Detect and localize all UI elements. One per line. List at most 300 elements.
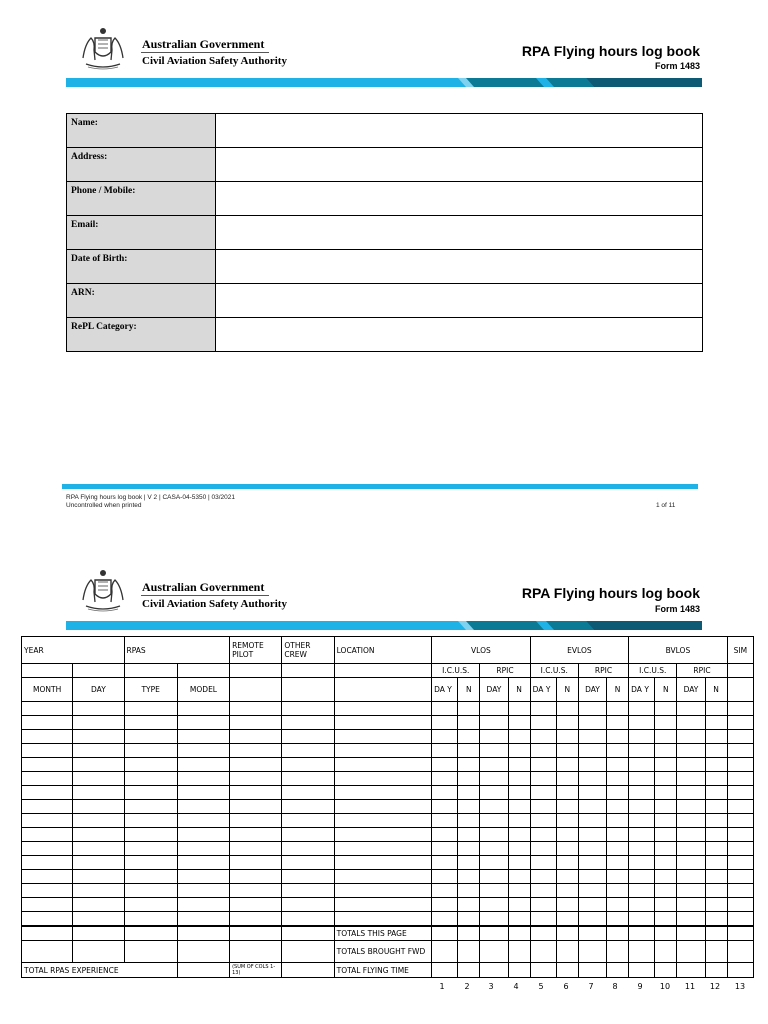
- log-entry-cell[interactable]: [480, 730, 508, 744]
- log-entry-cell[interactable]: [458, 730, 480, 744]
- log-entry-cell[interactable]: [677, 814, 705, 828]
- log-entry-cell[interactable]: [578, 828, 606, 842]
- log-entry-cell[interactable]: [282, 912, 334, 927]
- log-entry-cell[interactable]: [124, 758, 177, 772]
- log-entry-cell[interactable]: [607, 870, 629, 884]
- log-entry-cell[interactable]: [334, 856, 432, 870]
- log-entry-cell[interactable]: [480, 800, 508, 814]
- log-entry-cell[interactable]: [705, 828, 727, 842]
- log-entry-cell[interactable]: [556, 786, 578, 800]
- dob-field[interactable]: [216, 250, 703, 284]
- log-entry-cell[interactable]: [705, 870, 727, 884]
- log-entry-cell[interactable]: [607, 702, 629, 716]
- log-entry-cell[interactable]: [73, 702, 124, 716]
- log-entry-cell[interactable]: [705, 772, 727, 786]
- log-entry-cell[interactable]: [629, 898, 655, 912]
- log-entry-cell[interactable]: [334, 884, 432, 898]
- log-entry-cell[interactable]: [578, 884, 606, 898]
- log-entry-cell[interactable]: [124, 884, 177, 898]
- log-entry-cell[interactable]: [508, 702, 530, 716]
- log-entry-cell[interactable]: [124, 772, 177, 786]
- log-entry-cell[interactable]: [480, 828, 508, 842]
- log-entry-cell[interactable]: [230, 856, 282, 870]
- log-entry-cell[interactable]: [508, 898, 530, 912]
- log-entry-cell[interactable]: [530, 716, 556, 730]
- log-entry-cell[interactable]: [607, 744, 629, 758]
- log-entry-cell[interactable]: [727, 758, 753, 772]
- log-entry-cell[interactable]: [124, 730, 177, 744]
- log-entry-cell[interactable]: [705, 856, 727, 870]
- log-entry-cell[interactable]: [530, 730, 556, 744]
- log-entry-cell[interactable]: [578, 730, 606, 744]
- log-entry-cell[interactable]: [480, 898, 508, 912]
- log-entry-cell[interactable]: [655, 772, 677, 786]
- log-entry-cell[interactable]: [556, 702, 578, 716]
- log-entry-cell[interactable]: [607, 814, 629, 828]
- log-entry-cell[interactable]: [727, 744, 753, 758]
- log-entry-cell[interactable]: [480, 716, 508, 730]
- log-entry-cell[interactable]: [124, 856, 177, 870]
- log-entry-cell[interactable]: [727, 730, 753, 744]
- log-entry-cell[interactable]: [655, 870, 677, 884]
- log-entry-cell[interactable]: [22, 856, 73, 870]
- log-entry-cell[interactable]: [578, 772, 606, 786]
- log-entry-cell[interactable]: [677, 800, 705, 814]
- log-entry-cell[interactable]: [629, 758, 655, 772]
- log-entry-cell[interactable]: [432, 716, 458, 730]
- log-entry-cell[interactable]: [705, 814, 727, 828]
- log-entry-cell[interactable]: [655, 814, 677, 828]
- log-entry-cell[interactable]: [73, 912, 124, 927]
- log-entry-cell[interactable]: [230, 702, 282, 716]
- log-entry-cell[interactable]: [629, 786, 655, 800]
- log-entry-cell[interactable]: [432, 884, 458, 898]
- log-entry-cell[interactable]: [73, 744, 124, 758]
- log-entry-cell[interactable]: [22, 870, 73, 884]
- log-entry-cell[interactable]: [230, 814, 282, 828]
- log-entry-cell[interactable]: [705, 842, 727, 856]
- log-entry-cell[interactable]: [727, 842, 753, 856]
- log-entry-cell[interactable]: [177, 870, 229, 884]
- log-entry-cell[interactable]: [508, 884, 530, 898]
- log-entry-cell[interactable]: [556, 800, 578, 814]
- log-entry-cell[interactable]: [334, 898, 432, 912]
- log-entry-cell[interactable]: [73, 800, 124, 814]
- log-entry-cell[interactable]: [727, 884, 753, 898]
- log-entry-cell[interactable]: [230, 744, 282, 758]
- log-entry-cell[interactable]: [124, 898, 177, 912]
- log-entry-cell[interactable]: [458, 814, 480, 828]
- log-entry-cell[interactable]: [480, 758, 508, 772]
- log-entry-cell[interactable]: [334, 912, 432, 927]
- log-entry-cell[interactable]: [177, 758, 229, 772]
- log-entry-cell[interactable]: [432, 800, 458, 814]
- log-entry-cell[interactable]: [578, 856, 606, 870]
- log-entry-cell[interactable]: [22, 842, 73, 856]
- log-entry-cell[interactable]: [480, 912, 508, 927]
- log-entry-cell[interactable]: [282, 856, 334, 870]
- log-entry-cell[interactable]: [22, 772, 73, 786]
- log-entry-cell[interactable]: [578, 786, 606, 800]
- log-entry-cell[interactable]: [556, 870, 578, 884]
- log-entry-cell[interactable]: [230, 870, 282, 884]
- log-entry-cell[interactable]: [334, 716, 432, 730]
- log-entry-cell[interactable]: [334, 786, 432, 800]
- log-entry-cell[interactable]: [230, 828, 282, 842]
- log-entry-cell[interactable]: [177, 786, 229, 800]
- log-entry-cell[interactable]: [578, 814, 606, 828]
- log-entry-cell[interactable]: [334, 800, 432, 814]
- log-entry-cell[interactable]: [677, 716, 705, 730]
- log-entry-cell[interactable]: [530, 800, 556, 814]
- log-entry-cell[interactable]: [607, 758, 629, 772]
- log-entry-cell[interactable]: [432, 842, 458, 856]
- log-entry-cell[interactable]: [334, 870, 432, 884]
- log-entry-cell[interactable]: [73, 758, 124, 772]
- log-entry-cell[interactable]: [607, 856, 629, 870]
- log-entry-cell[interactable]: [480, 772, 508, 786]
- log-entry-cell[interactable]: [607, 786, 629, 800]
- log-entry-cell[interactable]: [556, 898, 578, 912]
- log-entry-cell[interactable]: [655, 730, 677, 744]
- log-entry-cell[interactable]: [530, 884, 556, 898]
- log-entry-cell[interactable]: [727, 772, 753, 786]
- log-entry-cell[interactable]: [458, 772, 480, 786]
- log-entry-cell[interactable]: [727, 716, 753, 730]
- log-entry-cell[interactable]: [677, 828, 705, 842]
- log-entry-cell[interactable]: [177, 814, 229, 828]
- log-entry-cell[interactable]: [677, 884, 705, 898]
- log-entry-cell[interactable]: [629, 800, 655, 814]
- log-entry-cell[interactable]: [282, 772, 334, 786]
- log-entry-cell[interactable]: [432, 730, 458, 744]
- log-entry-cell[interactable]: [530, 828, 556, 842]
- log-entry-cell[interactable]: [124, 744, 177, 758]
- address-field[interactable]: [216, 148, 703, 182]
- log-entry-cell[interactable]: [655, 856, 677, 870]
- log-entry-cell[interactable]: [432, 912, 458, 927]
- log-entry-cell[interactable]: [124, 814, 177, 828]
- log-entry-cell[interactable]: [230, 716, 282, 730]
- log-entry-cell[interactable]: [480, 842, 508, 856]
- log-entry-cell[interactable]: [124, 842, 177, 856]
- log-entry-cell[interactable]: [230, 800, 282, 814]
- log-entry-cell[interactable]: [629, 828, 655, 842]
- log-entry-cell[interactable]: [124, 786, 177, 800]
- log-entry-cell[interactable]: [629, 870, 655, 884]
- log-entry-cell[interactable]: [432, 786, 458, 800]
- log-entry-cell[interactable]: [230, 758, 282, 772]
- log-entry-cell[interactable]: [705, 730, 727, 744]
- log-entry-cell[interactable]: [282, 702, 334, 716]
- log-entry-cell[interactable]: [530, 786, 556, 800]
- log-entry-cell[interactable]: [282, 786, 334, 800]
- log-entry-cell[interactable]: [334, 758, 432, 772]
- log-entry-cell[interactable]: [458, 716, 480, 730]
- log-entry-cell[interactable]: [458, 898, 480, 912]
- log-entry-cell[interactable]: [556, 814, 578, 828]
- log-entry-cell[interactable]: [629, 856, 655, 870]
- log-entry-cell[interactable]: [124, 800, 177, 814]
- log-entry-cell[interactable]: [677, 730, 705, 744]
- log-entry-cell[interactable]: [530, 702, 556, 716]
- log-entry-cell[interactable]: [655, 842, 677, 856]
- log-entry-cell[interactable]: [629, 772, 655, 786]
- log-entry-cell[interactable]: [508, 786, 530, 800]
- log-entry-cell[interactable]: [480, 786, 508, 800]
- log-entry-cell[interactable]: [530, 856, 556, 870]
- arn-field[interactable]: [216, 284, 703, 318]
- log-entry-cell[interactable]: [578, 898, 606, 912]
- log-entry-cell[interactable]: [73, 884, 124, 898]
- log-entry-cell[interactable]: [177, 856, 229, 870]
- log-entry-cell[interactable]: [177, 772, 229, 786]
- log-entry-cell[interactable]: [556, 744, 578, 758]
- log-entry-cell[interactable]: [458, 912, 480, 927]
- log-entry-cell[interactable]: [607, 898, 629, 912]
- log-entry-cell[interactable]: [629, 716, 655, 730]
- log-entry-cell[interactable]: [677, 786, 705, 800]
- log-entry-cell[interactable]: [508, 758, 530, 772]
- log-entry-cell[interactable]: [508, 842, 530, 856]
- log-entry-cell[interactable]: [230, 884, 282, 898]
- log-entry-cell[interactable]: [22, 912, 73, 927]
- log-entry-cell[interactable]: [727, 828, 753, 842]
- log-entry-cell[interactable]: [73, 786, 124, 800]
- log-entry-cell[interactable]: [508, 814, 530, 828]
- log-entry-cell[interactable]: [73, 856, 124, 870]
- log-entry-cell[interactable]: [530, 744, 556, 758]
- total-rpas-experience-field[interactable]: [177, 963, 229, 978]
- log-entry-cell[interactable]: [578, 842, 606, 856]
- log-entry-cell[interactable]: [530, 912, 556, 927]
- log-entry-cell[interactable]: [607, 730, 629, 744]
- log-entry-cell[interactable]: [556, 716, 578, 730]
- phone-field[interactable]: [216, 182, 703, 216]
- log-entry-cell[interactable]: [655, 744, 677, 758]
- log-entry-cell[interactable]: [334, 828, 432, 842]
- log-entry-cell[interactable]: [282, 716, 334, 730]
- log-entry-cell[interactable]: [458, 800, 480, 814]
- log-entry-cell[interactable]: [480, 856, 508, 870]
- log-entry-cell[interactable]: [458, 856, 480, 870]
- log-entry-cell[interactable]: [578, 870, 606, 884]
- log-entry-cell[interactable]: [705, 702, 727, 716]
- log-entry-cell[interactable]: [508, 856, 530, 870]
- log-entry-cell[interactable]: [458, 828, 480, 842]
- log-entry-cell[interactable]: [124, 702, 177, 716]
- log-entry-cell[interactable]: [22, 730, 73, 744]
- log-entry-cell[interactable]: [282, 898, 334, 912]
- log-entry-cell[interactable]: [22, 800, 73, 814]
- log-entry-cell[interactable]: [177, 898, 229, 912]
- log-entry-cell[interactable]: [73, 716, 124, 730]
- log-entry-cell[interactable]: [282, 842, 334, 856]
- log-entry-cell[interactable]: [334, 814, 432, 828]
- log-entry-cell[interactable]: [334, 772, 432, 786]
- log-entry-cell[interactable]: [530, 772, 556, 786]
- log-entry-cell[interactable]: [334, 730, 432, 744]
- log-entry-cell[interactable]: [177, 884, 229, 898]
- log-entry-cell[interactable]: [432, 898, 458, 912]
- log-entry-cell[interactable]: [432, 856, 458, 870]
- log-entry-cell[interactable]: [230, 772, 282, 786]
- log-entry-cell[interactable]: [282, 870, 334, 884]
- log-entry-cell[interactable]: [727, 912, 753, 927]
- log-entry-cell[interactable]: [578, 912, 606, 927]
- log-entry-cell[interactable]: [727, 800, 753, 814]
- log-entry-cell[interactable]: [177, 912, 229, 927]
- log-entry-cell[interactable]: [629, 912, 655, 927]
- name-field[interactable]: [216, 114, 703, 148]
- log-entry-cell[interactable]: [73, 730, 124, 744]
- log-entry-cell[interactable]: [432, 744, 458, 758]
- log-entry-cell[interactable]: [677, 912, 705, 927]
- log-entry-cell[interactable]: [73, 828, 124, 842]
- log-entry-cell[interactable]: [607, 842, 629, 856]
- log-entry-cell[interactable]: [480, 814, 508, 828]
- log-entry-cell[interactable]: [508, 800, 530, 814]
- log-entry-cell[interactable]: [22, 702, 73, 716]
- log-entry-cell[interactable]: [727, 856, 753, 870]
- log-entry-cell[interactable]: [578, 758, 606, 772]
- log-entry-cell[interactable]: [124, 912, 177, 927]
- log-entry-cell[interactable]: [556, 912, 578, 927]
- log-entry-cell[interactable]: [508, 716, 530, 730]
- log-entry-cell[interactable]: [177, 702, 229, 716]
- log-entry-cell[interactable]: [705, 884, 727, 898]
- log-entry-cell[interactable]: [177, 828, 229, 842]
- log-entry-cell[interactable]: [578, 800, 606, 814]
- log-entry-cell[interactable]: [177, 800, 229, 814]
- log-entry-cell[interactable]: [607, 772, 629, 786]
- log-entry-cell[interactable]: [282, 758, 334, 772]
- log-entry-cell[interactable]: [530, 898, 556, 912]
- log-entry-cell[interactable]: [727, 898, 753, 912]
- log-entry-cell[interactable]: [655, 800, 677, 814]
- log-entry-cell[interactable]: [230, 898, 282, 912]
- log-entry-cell[interactable]: [677, 744, 705, 758]
- log-entry-cell[interactable]: [124, 716, 177, 730]
- log-entry-cell[interactable]: [556, 856, 578, 870]
- log-entry-cell[interactable]: [655, 898, 677, 912]
- log-entry-cell[interactable]: [578, 716, 606, 730]
- log-entry-cell[interactable]: [556, 884, 578, 898]
- log-entry-cell[interactable]: [432, 870, 458, 884]
- log-entry-cell[interactable]: [282, 800, 334, 814]
- log-entry-cell[interactable]: [556, 730, 578, 744]
- log-entry-cell[interactable]: [705, 744, 727, 758]
- log-entry-cell[interactable]: [677, 758, 705, 772]
- log-entry-cell[interactable]: [282, 744, 334, 758]
- log-entry-cell[interactable]: [177, 716, 229, 730]
- log-entry-cell[interactable]: [530, 842, 556, 856]
- log-entry-cell[interactable]: [655, 828, 677, 842]
- log-entry-cell[interactable]: [655, 716, 677, 730]
- log-entry-cell[interactable]: [530, 814, 556, 828]
- log-entry-cell[interactable]: [556, 758, 578, 772]
- log-entry-cell[interactable]: [508, 772, 530, 786]
- log-entry-cell[interactable]: [432, 702, 458, 716]
- log-entry-cell[interactable]: [177, 842, 229, 856]
- log-entry-cell[interactable]: [629, 884, 655, 898]
- log-entry-cell[interactable]: [22, 716, 73, 730]
- log-entry-cell[interactable]: [230, 842, 282, 856]
- log-entry-cell[interactable]: [677, 702, 705, 716]
- log-entry-cell[interactable]: [22, 898, 73, 912]
- log-entry-cell[interactable]: [230, 912, 282, 927]
- log-entry-cell[interactable]: [727, 870, 753, 884]
- log-entry-cell[interactable]: [607, 800, 629, 814]
- log-entry-cell[interactable]: [458, 786, 480, 800]
- log-entry-cell[interactable]: [705, 898, 727, 912]
- repl-category-field[interactable]: [216, 318, 703, 352]
- log-entry-cell[interactable]: [73, 772, 124, 786]
- log-entry-cell[interactable]: [607, 912, 629, 927]
- log-entry-cell[interactable]: [177, 730, 229, 744]
- log-entry-cell[interactable]: [22, 744, 73, 758]
- log-entry-cell[interactable]: [578, 744, 606, 758]
- log-entry-cell[interactable]: [230, 786, 282, 800]
- log-entry-cell[interactable]: [124, 828, 177, 842]
- log-entry-cell[interactable]: [705, 716, 727, 730]
- log-entry-cell[interactable]: [530, 870, 556, 884]
- log-entry-cell[interactable]: [458, 842, 480, 856]
- log-entry-cell[interactable]: [480, 744, 508, 758]
- log-entry-cell[interactable]: [458, 884, 480, 898]
- log-entry-cell[interactable]: [705, 758, 727, 772]
- log-entry-cell[interactable]: [73, 842, 124, 856]
- log-entry-cell[interactable]: [480, 870, 508, 884]
- log-entry-cell[interactable]: [578, 702, 606, 716]
- log-entry-cell[interactable]: [282, 884, 334, 898]
- log-entry-cell[interactable]: [629, 814, 655, 828]
- log-entry-cell[interactable]: [677, 842, 705, 856]
- log-entry-cell[interactable]: [432, 828, 458, 842]
- log-entry-cell[interactable]: [607, 716, 629, 730]
- log-entry-cell[interactable]: [22, 828, 73, 842]
- log-entry-cell[interactable]: [508, 828, 530, 842]
- log-entry-cell[interactable]: [677, 870, 705, 884]
- log-entry-cell[interactable]: [677, 772, 705, 786]
- log-entry-cell[interactable]: [230, 730, 282, 744]
- log-entry-cell[interactable]: [655, 702, 677, 716]
- log-entry-cell[interactable]: [334, 702, 432, 716]
- log-entry-cell[interactable]: [282, 730, 334, 744]
- log-entry-cell[interactable]: [73, 898, 124, 912]
- log-entry-cell[interactable]: [22, 786, 73, 800]
- log-entry-cell[interactable]: [655, 912, 677, 927]
- log-entry-cell[interactable]: [458, 870, 480, 884]
- log-entry-cell[interactable]: [177, 744, 229, 758]
- log-entry-cell[interactable]: [508, 744, 530, 758]
- log-entry-cell[interactable]: [124, 870, 177, 884]
- log-entry-cell[interactable]: [655, 786, 677, 800]
- log-entry-cell[interactable]: [22, 884, 73, 898]
- log-entry-cell[interactable]: [282, 828, 334, 842]
- log-entry-cell[interactable]: [677, 856, 705, 870]
- log-entry-cell[interactable]: [655, 758, 677, 772]
- log-entry-cell[interactable]: [727, 814, 753, 828]
- log-entry-cell[interactable]: [508, 870, 530, 884]
- log-entry-cell[interactable]: [508, 730, 530, 744]
- log-entry-cell[interactable]: [677, 898, 705, 912]
- log-entry-cell[interactable]: [458, 758, 480, 772]
- log-entry-cell[interactable]: [22, 814, 73, 828]
- log-entry-cell[interactable]: [556, 772, 578, 786]
- log-entry-cell[interactable]: [607, 828, 629, 842]
- log-entry-cell[interactable]: [73, 870, 124, 884]
